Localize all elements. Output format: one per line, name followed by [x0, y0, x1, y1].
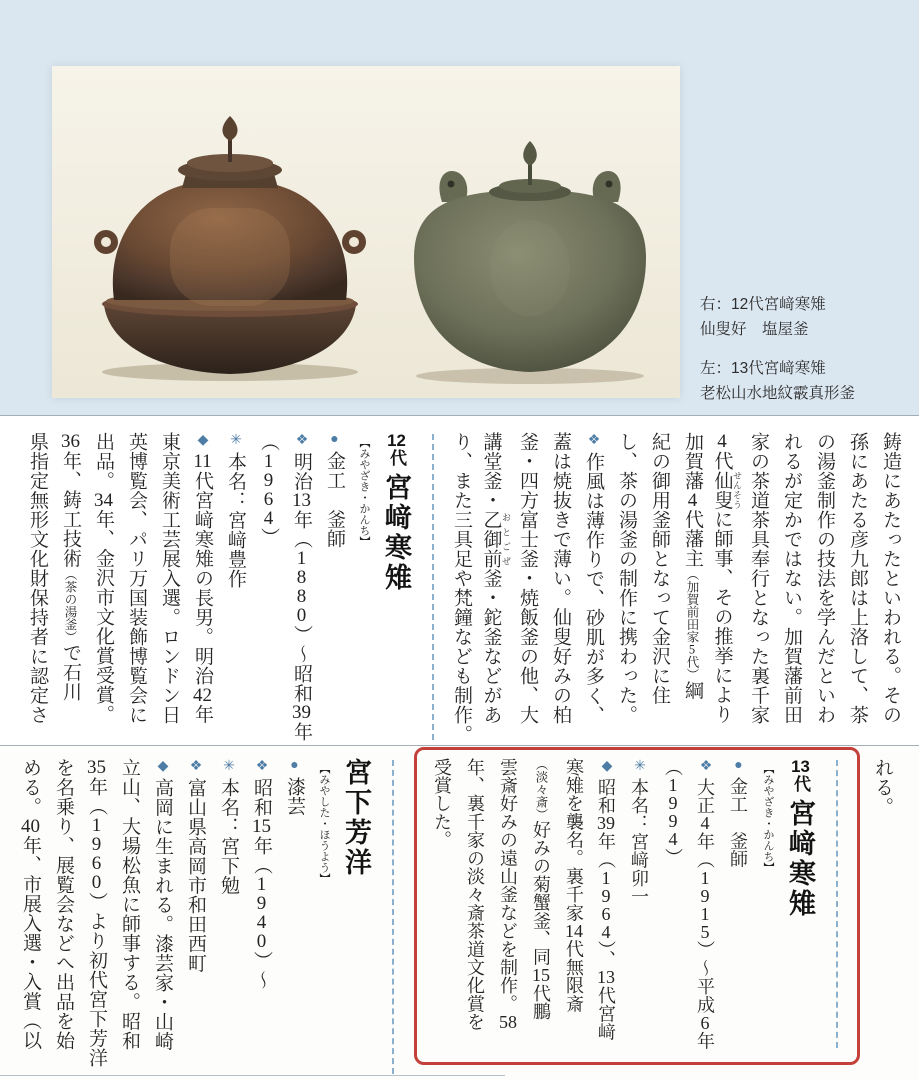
entry-reading: 【みやざき・かんち】 [762, 763, 774, 873]
kettle-photo-right [388, 138, 673, 390]
entry-marker: ❖ [294, 432, 309, 448]
entry-marker: ✳︎ [228, 432, 243, 448]
photo-section [0, 0, 919, 415]
entry-name: 13代宮﨑寒雉 [785, 758, 815, 919]
caption-right-kettle [700, 292, 855, 342]
caption-line: 老松山水地紋霰真形釜 [700, 385, 856, 403]
text-column: り、また三具足や梵鐘なども制作。 [451, 432, 472, 744]
text-column: ❖作風は薄作りで、砂肌が多く、 [583, 432, 604, 725]
entry-divider [392, 760, 394, 1074]
text-column: 年、裏千家の淡々斎茶道文化賞を [465, 758, 485, 1031]
text-column: 英博覧会、パリ万国装飾博覧会に [126, 432, 147, 725]
entry-header [758, 758, 822, 1054]
text-column: 受賞した。 [432, 758, 452, 849]
kettle-photo-left [70, 100, 390, 390]
text-column: 蓋は焼抜きで薄い。仙叟好みの柏 [550, 432, 571, 725]
photo-captions [700, 292, 855, 420]
entry-marker: ● [327, 432, 342, 447]
text-column: （1964） [258, 432, 279, 547]
text-column: の湯釜制作の技法を学んだといわ [814, 432, 835, 725]
entry-marker: ◆ [599, 758, 614, 774]
text-column: 紀の御用釜師となって金沢に住 [649, 432, 670, 705]
entry-header [314, 758, 378, 1080]
text-column: 講堂釜・乙御前 おとごぜ釜・鉈釜などがあ [480, 432, 511, 725]
entry-marker: ❖ [254, 758, 269, 774]
entry-name: 12代宮﨑寒雉 [381, 432, 411, 593]
text-column: れる。 [872, 758, 893, 817]
entry-generation: 13代 [791, 758, 810, 793]
entry-divider [836, 760, 838, 1048]
text-column: 雲斎好みの遠山釜などを制作。58 [498, 758, 518, 1031]
caption-left-kettle [700, 356, 855, 406]
entry-marker: ● [731, 758, 746, 773]
caption-line: 右：12代宮﨑寒雉 [700, 296, 826, 313]
highlight-box [414, 747, 860, 1065]
entry-marker: ◆ [195, 432, 210, 448]
text-column: を名乗り、展覧会などへ出品を始 [53, 758, 74, 1051]
text-column: 東京美術工芸展入選。ロンドン日 [159, 432, 180, 725]
entry-marker: ● [287, 758, 302, 773]
entry-name: 宮下芳洋 [341, 758, 371, 878]
text-column: 孫にあたる彦九郎は上洛して、茶 [847, 432, 868, 725]
text-column: める。40年、市展入選・入賞（以 [20, 758, 41, 1050]
text-column: 35年（1960）より初代宮下芳洋 [86, 758, 107, 1068]
text-column: ❖明治13年（1880）～昭和39年 [291, 432, 312, 742]
caption-line: 仙叟好 塩屋釜 [700, 321, 809, 339]
text-column: 釜・四方富士釜・焼飯釜の他、大 [517, 432, 538, 725]
text-column: ●金工 釜師 [324, 432, 345, 549]
text-column: し、茶の湯釜の制作に携わった。 [616, 432, 637, 725]
page-bottom-line [0, 1075, 505, 1076]
text-column: 県指定無形文化財保持者に認定さ [27, 432, 48, 725]
entry-divider [432, 434, 434, 740]
caption-line: 左：13代宮﨑寒雉 [700, 360, 826, 378]
entry-marker: ✳︎ [221, 758, 236, 774]
text-column: ●金工 釜師 [728, 758, 748, 868]
text-column: （1994） [663, 758, 683, 867]
entry-marker: ◆ [155, 758, 170, 774]
text-column: れるが定かではない。加賀藩前田 [781, 432, 802, 725]
entries-row-middle [0, 416, 919, 746]
text-column: 出品。34年、金沢市文化賞受賞。 [93, 432, 114, 724]
text-column: ❖大正4年（1915）～平成6年 [695, 758, 715, 1050]
text-column: 36年、鋳工技術（茶の湯釜）で石川 [60, 432, 81, 702]
text-column: 鋳造にあたったといわれる。その [880, 432, 901, 725]
entry-header [354, 432, 418, 746]
entry-generation: 12代 [387, 432, 406, 467]
entry-marker: ❖ [586, 432, 601, 448]
text-column: 4代仙叟 せんそうに師事、その推挙により [711, 432, 742, 724]
text-column: ❖富山県高岡市和田西町 [185, 758, 206, 973]
entry-marker: ❖ [188, 758, 203, 774]
text-column: （淡々斎）好みの菊蟹釜、同15代鵬 [531, 758, 551, 1021]
text-column: ✳︎本名：宮下勉 [218, 758, 239, 895]
text-column: 立山、大場松魚に師事する。昭和 [119, 758, 140, 1051]
entries-row-bottom [0, 746, 919, 1080]
text-column: ●漆芸 [284, 758, 305, 816]
text-column: 加賀藩4代藩主（加賀前田家5代）綱 [682, 432, 703, 700]
text-column: ◆昭和39年（1964）、13代宮﨑 [596, 758, 616, 1041]
text-column: ✳︎本名：宮﨑卯一 [629, 758, 649, 906]
text-column: 家の茶道茶具奉行となった裏千家 [748, 432, 769, 725]
entry-reading: 【みやした・ほうよう】 [318, 763, 330, 884]
entry-marker: ❖ [698, 758, 713, 774]
text-column: 寒雉を襲名。裏千家14代無限斎 [564, 758, 584, 1013]
text-column: ✳︎本名：宮﨑豊作 [225, 432, 246, 589]
text-column: ◆11代宮﨑寒雉の長男。明治42年 [192, 432, 213, 724]
entry-reading: 【みやざき・かんち】 [358, 437, 370, 547]
text-column: ❖昭和15年（1940）～ [251, 758, 272, 990]
entry-marker: ✳︎ [632, 758, 647, 774]
text-column: ◆高岡に生まれる。漆芸家・山崎 [152, 758, 173, 1051]
